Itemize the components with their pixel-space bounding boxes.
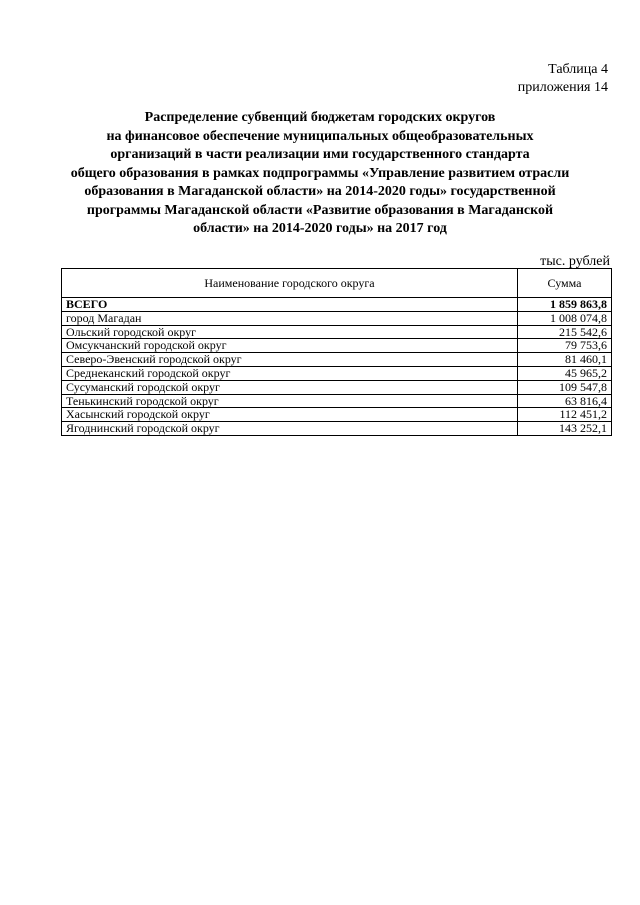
district-name-cell: Тенькинский городской округ <box>62 394 518 408</box>
title-line: Распределение субвенций бюджетам городских округов <box>144 110 496 125</box>
total-row <box>62 298 612 312</box>
table-row <box>62 311 612 325</box>
units-label: тыс. рублей <box>540 254 610 269</box>
table-row <box>62 380 612 394</box>
amount-cell: 143 252,1 <box>518 422 612 436</box>
amount-cell: 63 816,4 <box>518 394 612 408</box>
district-name-cell: Северо-Эвенский городской округ <box>62 353 518 367</box>
amount-cell: 1 008 074,8 <box>518 311 612 325</box>
distribution-table <box>61 268 612 436</box>
district-name-cell: Ягоднинский городской округ <box>62 422 518 436</box>
amount-cell: 109 547,8 <box>518 380 612 394</box>
table-row <box>62 353 612 367</box>
title-line: образования в Магаданской области» на 2014-2020 годы» государственной <box>84 184 556 199</box>
district-name-cell: Ольский городской округ <box>62 325 518 339</box>
amount-cell: 79 753,6 <box>518 339 612 353</box>
district-name-cell: город Магадан <box>62 311 518 325</box>
district-name-cell: Хасынский городской округ <box>62 408 518 422</box>
table-number: Таблица 4 <box>548 62 608 77</box>
district-name-cell: Среднеканский городской округ <box>62 366 518 380</box>
column-header-name: Наименование городского округа <box>62 269 518 298</box>
column-header-amount: Сумма <box>518 269 612 298</box>
amount-cell: 45 965,2 <box>518 366 612 380</box>
district-name-cell: Сусуманский городской округ <box>62 380 518 394</box>
amount-cell: 215 542,6 <box>518 325 612 339</box>
table-row <box>62 366 612 380</box>
total-label: ВСЕГО <box>62 298 518 312</box>
title-line: на финансовое обеспечение муниципальных общеобразовательных <box>106 128 534 144</box>
document-title <box>0 109 640 239</box>
amount-cell: 112 451,2 <box>518 408 612 422</box>
title-line: организаций в части реализации ими государственного стандарта <box>110 147 530 162</box>
table-row <box>62 408 612 422</box>
table-header-row <box>62 269 612 298</box>
appendix-reference: приложения 14 <box>517 80 608 95</box>
title-line: программы Магаданской области «Развитие образования в Магаданской <box>86 202 554 218</box>
title-line: общего образования в рамках подпрограммы «Управление развитием отрасли <box>70 165 570 181</box>
district-name-cell: Омсукчанский городской округ <box>62 339 518 353</box>
table-row <box>62 325 612 339</box>
total-amount: 1 859 863,8 <box>518 298 612 312</box>
table-row <box>62 394 612 408</box>
table-row <box>62 422 612 436</box>
title-line: области» на 2014-2020 годы» на 2017 год <box>193 221 447 236</box>
amount-cell: 81 460,1 <box>518 353 612 367</box>
table-row <box>62 339 612 353</box>
